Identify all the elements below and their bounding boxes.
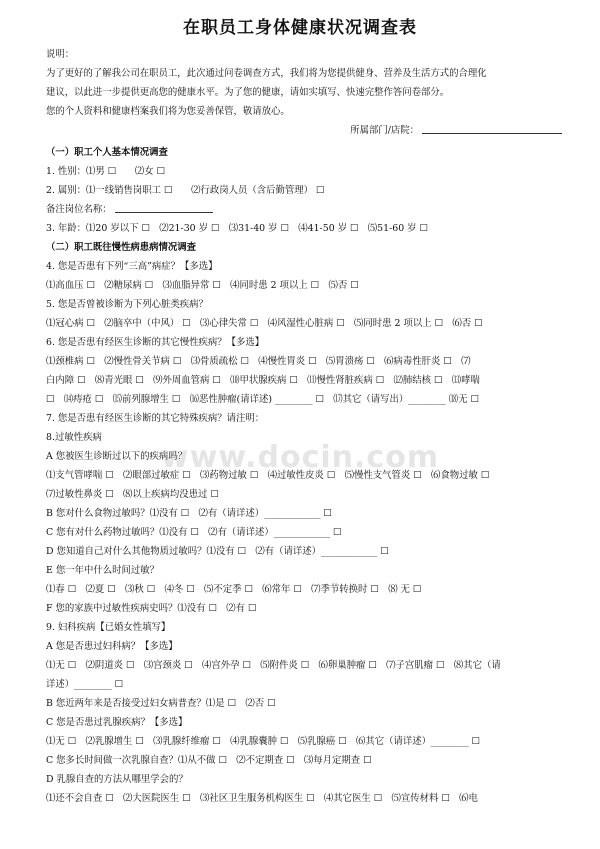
q9a-question: A 您是否患过妇科病？【多选】 [46, 641, 178, 652]
section-1-heading: （一）职工个人基本情况调查 [46, 147, 168, 158]
watermark: www.docin.com [160, 440, 440, 475]
q9d-question: D 乳腺自查的方法从哪里学会的？ [46, 774, 188, 785]
q9d-options[interactable]: ⑴还不会自查 ☐ ⑵大医院医生 ☐ ⑶社区卫生服务机构医生 ☐ ⑷其它医生 ☐ ⑸宣传材料 ☐ ⑹电 [46, 793, 478, 804]
q6-question: 6. 您是否患有经医生诊断的其它慢性疾病？【多选】 [46, 337, 265, 348]
section-2-heading: （二）职工既往慢性病患病情况调查 [46, 242, 197, 253]
q8-heading: 8.过敏性疾病 [46, 432, 102, 443]
q8c-drug[interactable]: C 您有对什么药物过敏吗？⑴没有 ☐ ⑵有（请详述）____________ ☐ [46, 527, 342, 538]
q6-options-3[interactable]: ☐ ⒁痔疮 ☐ ⒂前列腺增生 ☐ ⒃恶性肿瘤(请详述) ________ ☐ ⒄其它（请写出）________ ⒅无 ☐ [46, 394, 479, 405]
q6-options-1[interactable]: ⑴颈椎病 ☐ ⑵慢性骨关节病 ☐ ⑶骨质疏松 ☐ ⑷慢性胃炎 ☐ ⑸胃溃疡 ☐ ⑹病毒性肝炎 ☐ ⑺ [46, 356, 471, 367]
intro-line-1: 为了更好的了解我公司在职员工，此次通过问卷调查方式，我们将为您提供健身、营养及生活方式的合理化 [46, 68, 487, 79]
q8a-options-2[interactable]: ⑺过敏性鼻炎 ☐ ⑻以上疾病均没患过 ☐ [46, 489, 219, 500]
q2-category[interactable]: 2. 属别：⑴一线销售岗职工 ☐ ⑵行政岗人员（含后勤管理） ☐ [46, 185, 325, 196]
department-label: 所属部门/店院： [350, 125, 420, 136]
q9b-screening[interactable]: B 您近两年来是否接受过妇女病普查？⑴是 ☐ ⑵否 ☐ [46, 698, 276, 709]
q4-options[interactable]: ⑴高血压 ☐ ⑵糖尿病 ☐ ⑶血脂异常 ☐ ⑷同时患 2 项以上 ☐ ⑸否 ☐ [46, 280, 359, 291]
post-name-label: 备注岗位名称： [46, 204, 112, 215]
department-field[interactable] [422, 124, 562, 134]
q8e-options[interactable]: ⑴春 ☐ ⑵夏 ☐ ⑶秋 ☐ ⑷冬 ☐ ⑸不定季 ☐ ⑹常年 ☐ ⑺季节转换时 ☐ ⑻ 无 ☐ [46, 584, 422, 595]
q9c-question: C 您是否患过乳腺疾病？【多选】 [46, 717, 188, 728]
q7-question: 7. 您是否患有经医生诊断的其它特殊疾病？请注明： [46, 413, 265, 424]
q9c-options[interactable]: ⑴无 ☐ ⑵乳腺增生 ☐ ⑶乳腺纤维瘤 ☐ ⑷乳腺囊肿 ☐ ⑸乳腺癌 ☐ ⑹其它（请详述）________ ☐ [46, 736, 480, 747]
q8b-food[interactable]: B 您对什么食物过敏吗？⑴没有 ☐ ⑵有（请详述）____________ ☐ [46, 508, 332, 519]
q8a-options-1[interactable]: ⑴支气管哮喘 ☐ ⑵眼部过敏症 ☐ ⑶药物过敏 ☐ ⑷过敏性皮炎 ☐ ⑸慢性支气管炎 ☐ ⑹食物过敏 ☐ [46, 470, 490, 481]
q8d-other[interactable]: D 您知道自己对什么其他物质过敏吗？⑴没有 ☐ ⑵有（请详述）____________ ☐ [46, 546, 389, 557]
q9-heading: 9. 妇科疾病【已婚女性填写】 [46, 622, 171, 633]
q9a-options-1[interactable]: ⑴无 ☐ ⑵阴道炎 ☐ ⑶宫颈炎 ☐ ⑷宫外孕 ☐ ⑸附件炎 ☐ ⑹卵巢肿瘤 ☐ ⑺子宫肌瘤 ☐ ⑻其它（请 [46, 660, 501, 671]
page-title: 在职员工身体健康状况调查表 [183, 18, 417, 38]
q8a-question: A 您被医生诊断过以下的疾病吗？ [46, 451, 188, 462]
q9c-selfcheck[interactable]: C 您多长时间做一次乳腺自查？⑴从不做 ☐ ⑵不定期查 ☐ ⑶每月定期查 ☐ [46, 755, 372, 766]
q3-age[interactable]: 3. 年龄：⑴20 岁以下 ☐ ⑵21-30 岁 ☐ ⑶31-40 岁 ☐ ⑷41-50 岁 ☐ ⑸51-60 岁 ☐ [46, 223, 428, 234]
q8f-family[interactable]: F 您的家族中过敏性疾病史吗？⑴没有 ☐ ⑵有 ☐ [46, 603, 257, 614]
intro-line-2: 建议，以此进一步提供更高您的健康水平。为了您的健康，请如实填写、快速完整作答问卷部分。 [46, 87, 450, 98]
intro-label: 说明： [46, 49, 75, 60]
q6-options-2[interactable]: 白内障 ☐ ⑻青光眼 ☐ ⑼外周血管病 ☐ ⑽甲状腺疾病 ☐ ⑾慢性肾脏疾病 ☐ ⑿肺结核 ☐ ⒀哮喘 [46, 375, 480, 386]
q9a-options-2[interactable]: 详述）________ ☐ [46, 679, 124, 690]
q8e-question: E 您一年中什么时间过敏？ [46, 565, 159, 576]
post-name-field[interactable] [115, 203, 213, 213]
department-row [46, 124, 562, 137]
q1-gender[interactable]: 1. 性别：⑴男 ☐ ⑵女 ☐ [46, 166, 166, 177]
q4-question: 4. 您是否患有下列“三高”病症？【多选】 [46, 261, 218, 272]
q5-options[interactable]: ⑴冠心病 ☐ ⑵脑卒中（中风） ☐ ⑶心律失常 ☐ ⑷风湿性心脏病 ☐ ⑸同时患 2 项以上 ☐ ⑹否 ☐ [46, 318, 483, 329]
q5-question: 5. 您是否曾被诊断为下列心脏类疾病？ [46, 299, 208, 310]
post-name-row [46, 203, 562, 216]
intro-line-3: 您的个人资料和健康档案我们将为您妥善保管，敬请放心。 [46, 106, 290, 117]
